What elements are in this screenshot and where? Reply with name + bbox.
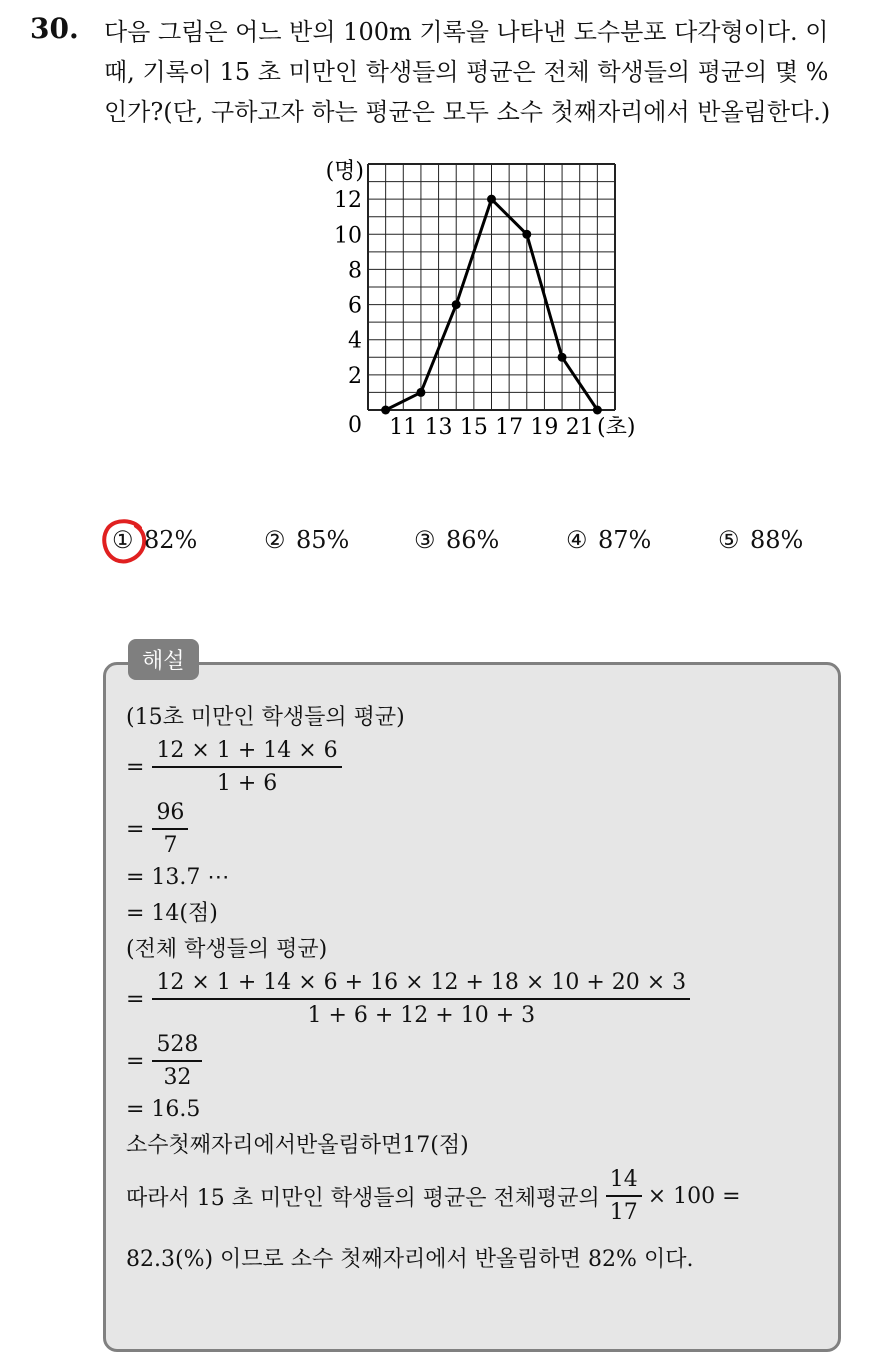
fraction (152, 738, 341, 796)
question-line: 인가?(단, 구하고자 하는 평균은 모두 소수 첫째자리에서 반올림한다.) (104, 98, 831, 126)
solution-tag: 해설 (128, 639, 199, 680)
numerator: 12 × 1 + 14 × 6 + 16 × 12 + 18 × 10 + 20 × 3 (152, 970, 690, 1000)
solution-body (126, 700, 826, 1278)
numerator: 12 × 1 + 14 × 6 (152, 738, 341, 768)
numerator: 96 (152, 800, 188, 830)
conclusion-text: × 100 = (647, 1183, 741, 1209)
conclusion-final: 82.3(%) 이므로 소수 첫째자리에서 반올림하면 82% 이다. (126, 1247, 694, 1272)
x-tick-label: 19 (530, 415, 559, 440)
y-tick-label: 8 (348, 258, 362, 284)
choice-text: 82% (144, 526, 198, 554)
fraction (152, 970, 690, 1028)
choice-text: 87% (598, 526, 652, 554)
fraction-line (126, 1030, 826, 1092)
answer-choices (100, 522, 860, 566)
choice-2[interactable] (264, 526, 349, 554)
denominator: 17 (609, 1200, 638, 1225)
choice-text: 88% (750, 526, 804, 554)
data-point (487, 195, 496, 204)
data-point (452, 300, 461, 309)
denominator: 32 (163, 1065, 192, 1090)
numerator: 528 (152, 1032, 202, 1062)
question-number: 30. (30, 12, 79, 45)
y-tick-label: 6 (348, 293, 362, 319)
choice-mark: ④ (566, 526, 588, 554)
equals-sign: = (126, 754, 145, 780)
frequency-polygon-chart (300, 150, 650, 450)
choice-5[interactable] (718, 526, 803, 554)
numerator: 14 (606, 1167, 642, 1197)
choice-text: 86% (446, 526, 500, 554)
question-line: 다음 그림은 어느 반의 100m 기록을 나타낸 도수분포 다각형이다. 이 (104, 18, 829, 46)
choice-mark: ① (112, 526, 134, 554)
y-tick-label: 10 (334, 223, 362, 249)
fraction (152, 1032, 202, 1090)
fraction (152, 800, 188, 858)
conclusion-line (126, 1164, 826, 1228)
y-tick-label: 12 (334, 188, 362, 214)
equals-sign: = (126, 986, 145, 1012)
y-tick-label: 4 (348, 328, 362, 354)
data-point (381, 406, 390, 415)
choice-4[interactable] (566, 526, 651, 554)
y-tick-label: 2 (348, 363, 362, 389)
data-point (416, 388, 425, 397)
equals-sign: = (126, 816, 145, 842)
data-point (558, 353, 567, 362)
x-axis-label: (초) (597, 415, 636, 440)
solution-heading: (전체 학생들의 평균) (126, 937, 328, 962)
x-tick-label: 17 (495, 415, 524, 440)
fraction-line (126, 968, 826, 1030)
denominator: 1 + 6 + 12 + 10 + 3 (307, 1003, 536, 1028)
conclusion-text: 따라서 15 초 미만인 학생들의 평균은 전체평균의 (126, 1185, 600, 1211)
solution-line: 소수첫째자리에서반올림하면17(점) (126, 1133, 469, 1158)
choice-3[interactable] (414, 526, 499, 554)
denominator: 7 (163, 833, 178, 858)
solution-line: = 13.7 ⋯ (126, 865, 230, 890)
x-tick-label: 13 (424, 415, 453, 440)
fraction (606, 1167, 642, 1225)
fraction-line (126, 798, 826, 860)
origin-label: 0 (348, 413, 362, 438)
data-point (593, 406, 602, 415)
choice-text: 85% (296, 526, 350, 554)
choice-mark: ⑤ (718, 526, 740, 554)
solution-heading: (15초 미만인 학생들의 평균) (126, 705, 405, 730)
choice-1[interactable] (112, 526, 197, 554)
solution-line: = 14(점) (126, 901, 218, 926)
x-tick-label: 21 (565, 415, 594, 440)
choice-mark: ② (264, 526, 286, 554)
choice-mark: ③ (414, 526, 436, 554)
x-tick-label: 11 (389, 415, 418, 440)
fraction-line (126, 736, 826, 798)
x-tick-label: 15 (459, 415, 488, 440)
data-point (522, 230, 531, 239)
question-text (104, 12, 864, 132)
question-line: 때, 기록이 15 초 미만인 학생들의 평균은 전체 학생들의 평균의 몇 % (104, 58, 829, 86)
denominator: 1 + 6 (216, 771, 278, 796)
y-axis-label: (명) (325, 159, 364, 184)
solution-line: = 16.5 (126, 1097, 201, 1122)
equals-sign: = (126, 1048, 145, 1074)
